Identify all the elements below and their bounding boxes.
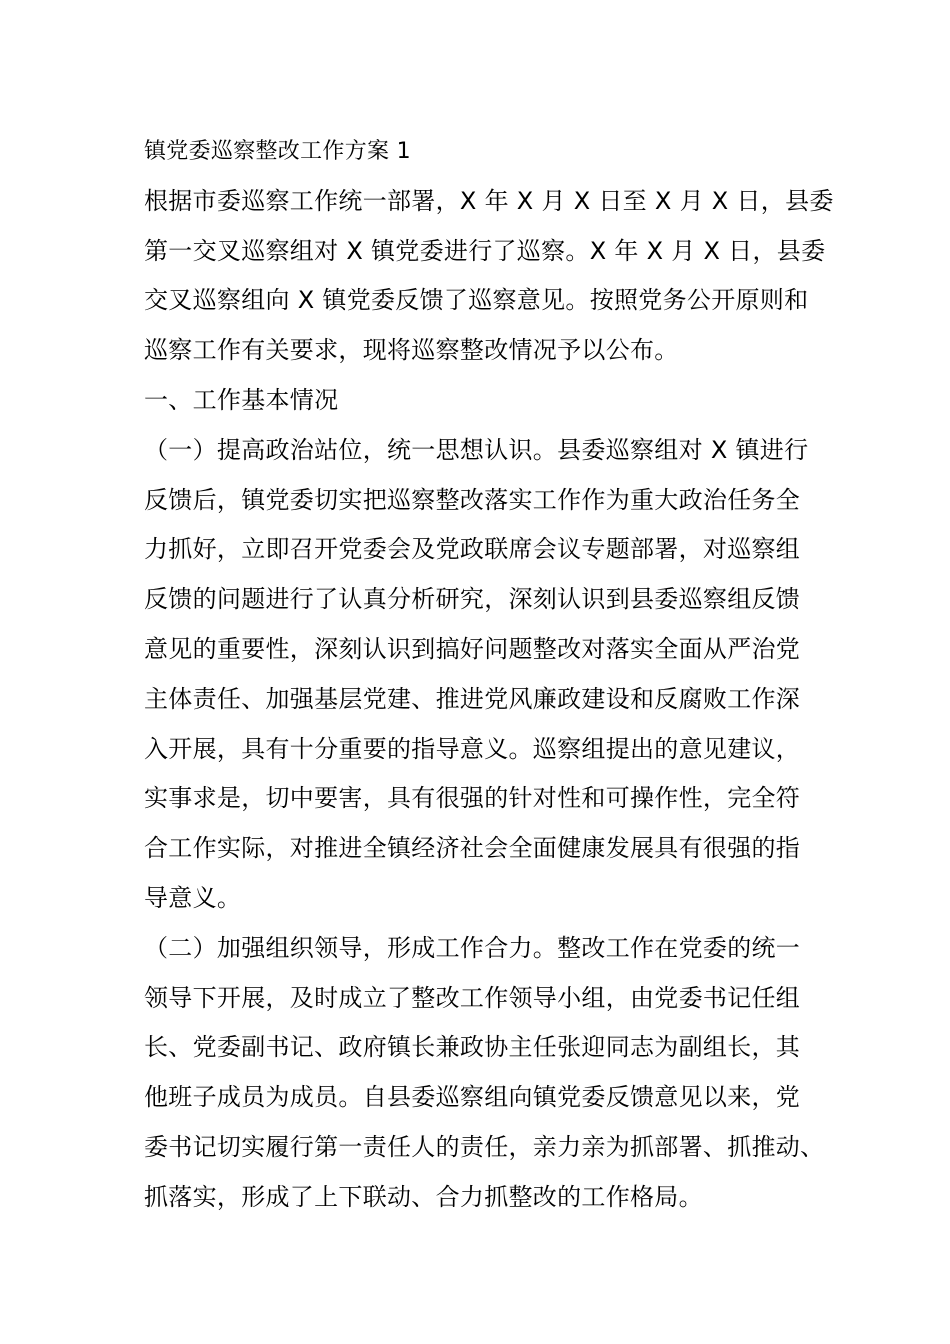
text-line: 导意义。 [144,883,242,912]
text-line: 交叉巡察组向 X 镇党委反馈了巡察意见。按照党务公开原则和 [144,286,809,315]
text-line: （二）加强组织领导，形成工作合力。整改工作在党委的统一 [144,933,801,962]
section-heading: 一、工作基本情况 [144,385,339,414]
text-line: 巡察工作有关要求，现将巡察整改情况予以公布。 [144,336,679,365]
text-line: 反馈后，镇党委切实把巡察整改落实工作作为重大政治任务全 [144,485,801,514]
text-line: 抓落实，形成了上下联动、合力抓整改的工作格局。 [144,1182,703,1211]
text-line: 他班子成员为成员。自县委巡察组向镇党委反馈意见以来，党 [144,1083,801,1112]
text-line: 合工作实际，对推进全镇经济社会全面健康发展具有很强的指 [144,834,801,863]
text-line: 反馈的问题进行了认真分析研究，深刻认识到县委巡察组反馈 [144,585,801,614]
text-line: （一）提高政治站位，统一思想认识。县委巡察组对 X 镇进行 [144,435,809,464]
text-line: 主体责任、加强基层党建、推进党风廉政建设和反腐败工作深 [144,684,801,713]
text-line: 长、党委副书记、政府镇长兼政协主任张迎同志为副组长，其 [144,1033,801,1062]
text-line: 根据市委巡察工作统一部署，X 年 X 月 X 日至 X 月 X 日，县委 [144,186,834,215]
text-line: 力抓好，立即召开党委会及党政联席会议专题部署，对巡察组 [144,535,801,564]
document-body [144,127,834,1223]
text-line: 入开展，具有十分重要的指导意义。巡察组提出的意见建议， [144,734,801,763]
text-line: 第一交叉巡察组对 X 镇党委进行了巡察。X 年 X 月 X 日，县委 [144,236,826,265]
text-line: 实事求是，切中要害，具有很强的针对性和可操作性，完全符 [144,784,801,813]
text-line: 意见的重要性，深刻认识到搞好问题整改对落实全面从严治党 [144,634,801,663]
text-line: 委书记切实履行第一责任人的责任，亲力亲为抓部署、抓推动、 [144,1132,825,1161]
document-title: 镇党委巡察整改工作方案 1 [144,139,411,164]
text-line: 领导下开展，及时成立了整改工作领导小组，由党委书记任组 [144,983,801,1012]
